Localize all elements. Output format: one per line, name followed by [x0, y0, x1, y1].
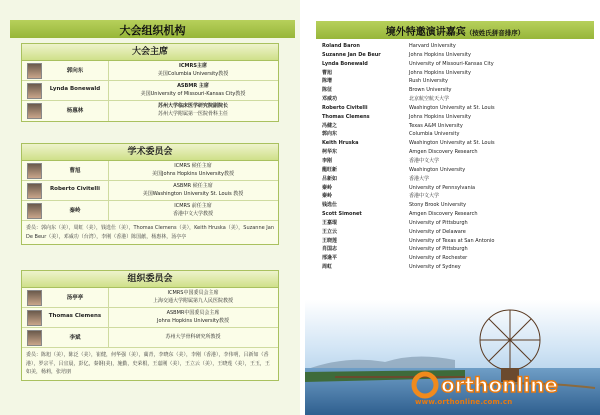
person-name: Thomas Clemens	[48, 313, 102, 319]
speaker-name: 周虹	[322, 264, 333, 271]
speaker-row	[322, 245, 592, 254]
person-name: 李斌	[69, 335, 81, 341]
committee-row	[22, 181, 278, 201]
person-title: ASBMR 候任主席	[173, 183, 213, 189]
speaker-affiliation: University of Rochester	[409, 255, 468, 262]
organizing-heading: 组织委员会	[22, 271, 278, 288]
person-title: ICMRS 前任主席	[174, 203, 212, 209]
speaker-affiliation: Washington University	[409, 166, 466, 173]
speaker-name: 肖国志	[322, 246, 338, 253]
speaker-name: 冯健之	[322, 122, 338, 129]
speaker-name: 王嘉琨	[322, 219, 338, 226]
speaker-name: 邓威功	[322, 96, 338, 103]
main-title: 大会组织机构	[119, 24, 186, 37]
speaker-name: 秦岭	[322, 184, 333, 191]
speaker-affiliation: 北京航空航天大学	[409, 96, 450, 103]
speaker-row	[322, 254, 592, 263]
person-affiliation: 苏州大学附属第一医院骨科主任	[157, 110, 228, 117]
person-affiliation: Johns Hopkins University教授	[157, 317, 229, 324]
speaker-row	[322, 219, 592, 228]
speaker-affiliation: Texas A&M University	[409, 122, 463, 129]
speaker-affiliation: Johns Hopkins University	[409, 51, 471, 58]
speaker-row	[322, 69, 592, 78]
person-photo	[27, 163, 42, 179]
speaker-affiliation: Stony Brook University	[409, 202, 467, 209]
chair-row	[22, 81, 278, 101]
person-affiliation: 美国Johns Hopkins University教授	[152, 170, 234, 177]
speaker-name: 邢逢平	[322, 255, 338, 262]
speaker-name: 曹旭	[322, 69, 333, 76]
speaker-name: 陈征	[322, 87, 333, 94]
orthonline-logo	[405, 370, 595, 400]
speaker-affiliation: 香港中文大学	[409, 157, 440, 164]
speaker-row	[322, 148, 592, 157]
speaker-affiliation: Harvard University	[409, 43, 456, 49]
person-title: 苏州大学临床医学研究院副院长	[157, 103, 228, 109]
speaker-row	[322, 157, 592, 166]
speaker-name: Roberto Civitelli	[322, 104, 368, 111]
organizing-members: 委员：陈旭（美），陈泛（美），崔健，何华强（美），蔺青，李晓东（美），李刚（香港），李伟明，吕新如（香港），罗宗平，吕宜晨，彭亿，秦钢(美)，施勤，史荣根，王嘉刚（美），王立云（美），王晓莲（美），王玉，王如美，杨莉，张培朋	[26, 352, 270, 375]
academic-heading: 学术委员会	[22, 144, 278, 161]
person-name: 杨惠林	[66, 108, 84, 114]
person-affiliation: 美国Columbia University教授	[157, 70, 229, 77]
person-photo	[27, 330, 42, 346]
speaker-name: 陈增	[322, 78, 333, 85]
chair-row	[22, 61, 278, 81]
logo-text: orthonline	[441, 373, 558, 397]
speaker-row	[322, 86, 592, 95]
speaker-name: Lynda Bonewald	[322, 60, 368, 67]
person-photo	[27, 63, 42, 79]
person-affiliation: 香港中文大学教授	[172, 210, 213, 217]
speaker-row	[322, 95, 592, 104]
speaker-name: 郭向东	[322, 131, 338, 138]
person-title: ASBMR中国委员会主席	[166, 310, 220, 316]
speaker-name: Keith Hruska	[322, 140, 359, 147]
speaker-name: Scott Simonet	[322, 211, 362, 218]
speaker-affiliation: Amgen Discovery Research	[409, 211, 478, 218]
speaker-row	[322, 122, 592, 131]
speaker-row	[322, 237, 592, 246]
person-name: Lynda Bonewald	[49, 86, 101, 92]
speaker-name: 龍旺新	[322, 166, 338, 173]
speaker-row	[322, 192, 592, 201]
speaker-affiliation: University of Delaware	[409, 228, 466, 235]
person-title: ICMRS中国委员会主席	[167, 290, 219, 296]
speaker-row	[322, 210, 592, 219]
person-affiliation: 美国Washington University St. Louis 教授	[142, 190, 244, 197]
committee-row	[22, 308, 278, 328]
main-title-bar	[10, 20, 295, 38]
speaker-row	[322, 130, 592, 139]
speaker-row	[322, 139, 592, 148]
person-title: ICMRS 候任主席	[174, 163, 212, 169]
person-affiliation: 上海交通大学附属第九人民医院教授	[152, 297, 233, 304]
person-photo	[27, 103, 42, 119]
speakers-title: 境外特邀演讲嘉宾	[385, 27, 466, 38]
person-photo	[27, 183, 42, 199]
person-title: 苏州大学骨科研究所教授	[165, 334, 221, 340]
committee-row	[22, 288, 278, 308]
speaker-row	[322, 104, 592, 113]
person-title: ICMRS主席	[179, 63, 207, 69]
speaker-name: 柯华东	[322, 149, 338, 156]
person-name: 秦岭	[69, 208, 81, 214]
speaker-affiliation: Johns Hopkins University	[409, 69, 471, 76]
speaker-affiliation: University of Pittsburgh	[409, 246, 468, 253]
speaker-row	[322, 51, 592, 60]
person-title: ASBMR 主席	[177, 83, 209, 89]
committee-row	[22, 161, 278, 181]
speakers-title-bar	[316, 21, 594, 39]
speaker-affiliation: University of Texas at San Antonio	[409, 237, 495, 244]
speaker-name: 秦岭	[322, 193, 333, 200]
committee-row	[22, 328, 278, 348]
speaker-name: 吕新如	[322, 175, 338, 182]
speaker-affiliation: University of Missouri-Kansas City	[409, 60, 494, 67]
speaker-affiliation: Columbia University	[409, 131, 460, 138]
speaker-affiliation: Brown University	[409, 87, 452, 94]
chair-row	[22, 101, 278, 121]
speaker-affiliation: 香港大学	[409, 175, 430, 182]
speaker-row	[322, 175, 592, 184]
speaker-affiliation: University of Sydney	[409, 264, 461, 271]
person-photo	[27, 83, 42, 99]
speaker-row	[322, 184, 592, 193]
speaker-affiliation: Washington University at St. Louis	[409, 104, 495, 111]
organizing-committee-panel	[21, 270, 279, 381]
speaker-affiliation: 香港中文大学	[409, 193, 440, 200]
committee-row	[22, 201, 278, 221]
speaker-affiliation: University of Pennsylvania	[409, 184, 476, 191]
person-photo	[27, 310, 42, 326]
speaker-name: 王立云	[322, 228, 338, 235]
speaker-row	[322, 77, 592, 86]
person-photo	[27, 290, 42, 306]
speaker-list	[322, 42, 592, 272]
person-name: 曹旭	[69, 168, 81, 174]
speakers-title-note: （按姓氏拼音排序）	[465, 29, 525, 37]
speaker-name: 李刚	[322, 157, 333, 164]
speaker-row	[322, 166, 592, 175]
speaker-name: 钱选仕	[322, 202, 338, 209]
speaker-affiliation: Johns Hopkins University	[409, 113, 471, 120]
person-photo	[27, 203, 42, 219]
speaker-name: Thomas Clemens	[322, 113, 370, 120]
speaker-row	[322, 113, 592, 122]
speaker-name: 王晓莲	[322, 237, 338, 244]
speaker-name: Suzanne Jan De Beur	[322, 51, 381, 58]
person-name: Roberto Civitelli	[49, 186, 101, 192]
speaker-affiliation: Rush University	[409, 78, 449, 85]
speaker-affiliation: University of Pittsburgh	[409, 219, 468, 226]
person-name: 郭向东	[66, 68, 84, 74]
website-url: www.orthonline.com.cn	[415, 398, 513, 406]
chairs-panel	[21, 43, 279, 122]
speaker-affiliation: Washington University at St. Louis	[409, 140, 495, 147]
person-name: 汤亭亭	[66, 295, 84, 301]
speaker-row	[322, 228, 592, 237]
academic-committee-panel	[21, 143, 279, 245]
speaker-row	[322, 263, 592, 272]
chairs-heading: 大会主席	[22, 44, 278, 61]
speaker-affiliation: Amgen Discovery Research	[409, 149, 478, 156]
person-affiliation: 美国University of Missouri-Kansas City教授	[140, 90, 246, 97]
speaker-name: Roland Baron	[322, 43, 360, 49]
academic-members: 委员：郭向东（美），周虹（美），钱选仕（美），Thomas Clemens（美），Keith Hruska（美），Suzanne Jan De Beur（美），邓威功（台湾），李刚（香港）陈国献，杨惠林，汤亭亭	[26, 225, 275, 240]
speaker-row	[322, 42, 592, 51]
speaker-row	[322, 201, 592, 210]
speaker-row	[322, 60, 592, 69]
